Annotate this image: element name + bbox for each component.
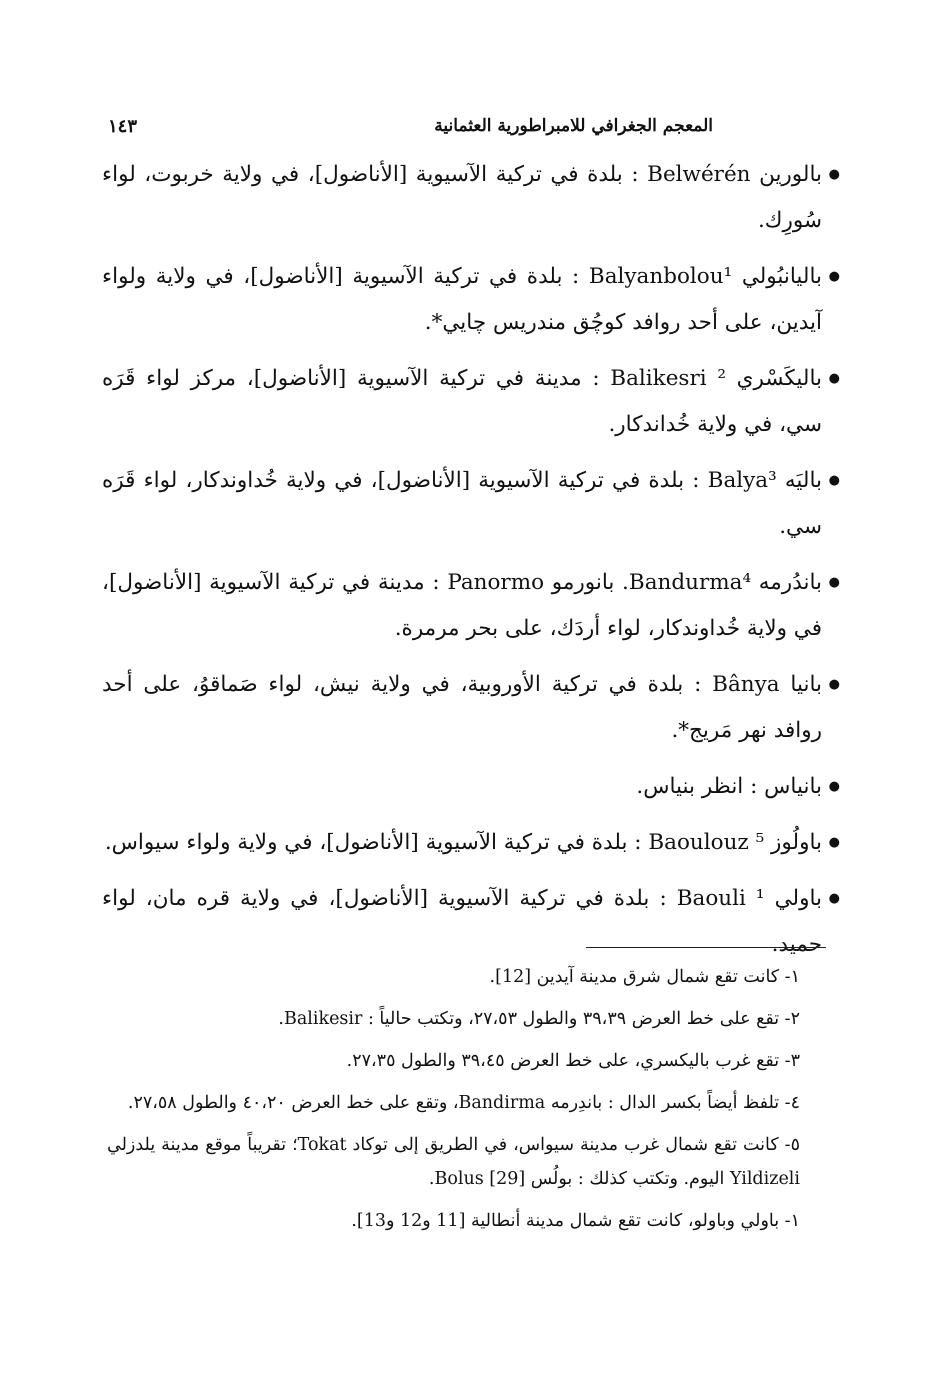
- footnote-item: ٢- تقع على خط العرض ٣٩،٣٩ والطول ٢٧،٥٣، وتكتب حالياً : Balikesir.: [278, 1009, 800, 1029]
- bullet-icon: ●: [828, 167, 840, 182]
- bullet-icon: ●: [828, 891, 840, 906]
- entry-item: [102, 820, 840, 866]
- entry-text: بانياس : انظر بنياس.: [636, 774, 822, 799]
- footnote-item: ٤- تلفظ أيضاً بكسر الدال : باندِرمه Bandirma، وتقع على خط العرض ٤٠،٢٠ والطول ٢٧،٥٨.: [127, 1093, 800, 1113]
- entry-text: باولُوز Baoulouz ⁵ : بلدة في تركية الآسيوية [الأناضول]، في ولاية ولواء سيواس.: [104, 830, 822, 855]
- entry-list: [102, 152, 840, 978]
- page-number: ١٤٣: [108, 116, 138, 137]
- entry-text: باليانبُولي Balyanbolou¹ : بلدة في تركية الآسيوية [الأناضول]، في ولاية ولواء آيدين، على أحد روافد كوچُق مندريس چايي*.: [102, 264, 822, 335]
- bullet-icon: ●: [828, 371, 840, 386]
- entry-text: باولي Baouli ¹ : بلدة في تركية الآسيوية [الأناضول]، في ولاية قره مان، لواء حميد.: [102, 886, 822, 957]
- footnote-item: ١- كانت تقع شمال شرق مدينة آيدين [12].: [489, 967, 800, 987]
- entry-item: [102, 876, 840, 968]
- entry-item: [102, 662, 840, 754]
- running-title: المعجم الجغرافي للامبراطورية العثمانية: [434, 116, 713, 136]
- bullet-icon: ●: [828, 835, 840, 850]
- bullet-icon: ●: [828, 677, 840, 692]
- entry-item: [102, 560, 840, 652]
- entry-text: بانيا Bânya : بلدة في تركية الأوروبية، في ولاية نيش، لواء صَماقوُ، على أحد روافد نهر مَريج*.: [102, 672, 822, 743]
- footnote-item: ١- باولي وباولو، كانت تقع شمال مدينة أنطالية [11 و12 و13].: [351, 1211, 800, 1231]
- bullet-icon: ●: [828, 575, 840, 590]
- footnote-list: [107, 960, 822, 1246]
- bullet-icon: ●: [828, 779, 840, 794]
- footnote-item: ٥- كانت تقع شمال غرب مدينة سيواس، في الطريق إلى توكاد Tokat؛ تقريباً موقع مدينة يلدزلي Yildizeli اليوم. وتكتب كذلك : بولُس Bolus [29].: [107, 1135, 800, 1189]
- footnote-item: ٣- تقع غرب باليكسري، على خط العرض ٣٩،٤٥ والطول ٢٧،٣٥.: [346, 1051, 800, 1071]
- entry-item: [102, 254, 840, 346]
- footnote-separator: [586, 947, 826, 948]
- page-header: [108, 116, 833, 146]
- bullet-icon: ●: [828, 269, 840, 284]
- entry-item: [102, 458, 840, 550]
- entry-item: [102, 764, 840, 810]
- entry-text: باليكَسْري Balikesri ² : مدينة في تركية الآسيوية [الأناضول]، مركز لواء قَرَه سي، في ولاية خُداندكار.: [102, 366, 822, 437]
- entry-text: بالورين Belwérén : بلدة في تركية الآسيوية [الأناضول]، في ولاية خربوت، لواء سُورِك.: [102, 162, 823, 233]
- entry-text: باندُرمه Bandurma⁴. بانورمو Panormo : مدينة في تركية الآسيوية [الأناضول]، في ولاية خُداوندكار، لواء أردَك، على بحر مرمرة.: [102, 570, 822, 641]
- bullet-icon: ●: [828, 473, 840, 488]
- entry-item: [102, 356, 840, 448]
- entry-item: [102, 152, 840, 244]
- entry-text: باليَه Balya³ : بلدة في تركية الآسيوية [الأناضول]، في ولاية خُداوندكار، لواء قَرَه سي.: [102, 468, 823, 539]
